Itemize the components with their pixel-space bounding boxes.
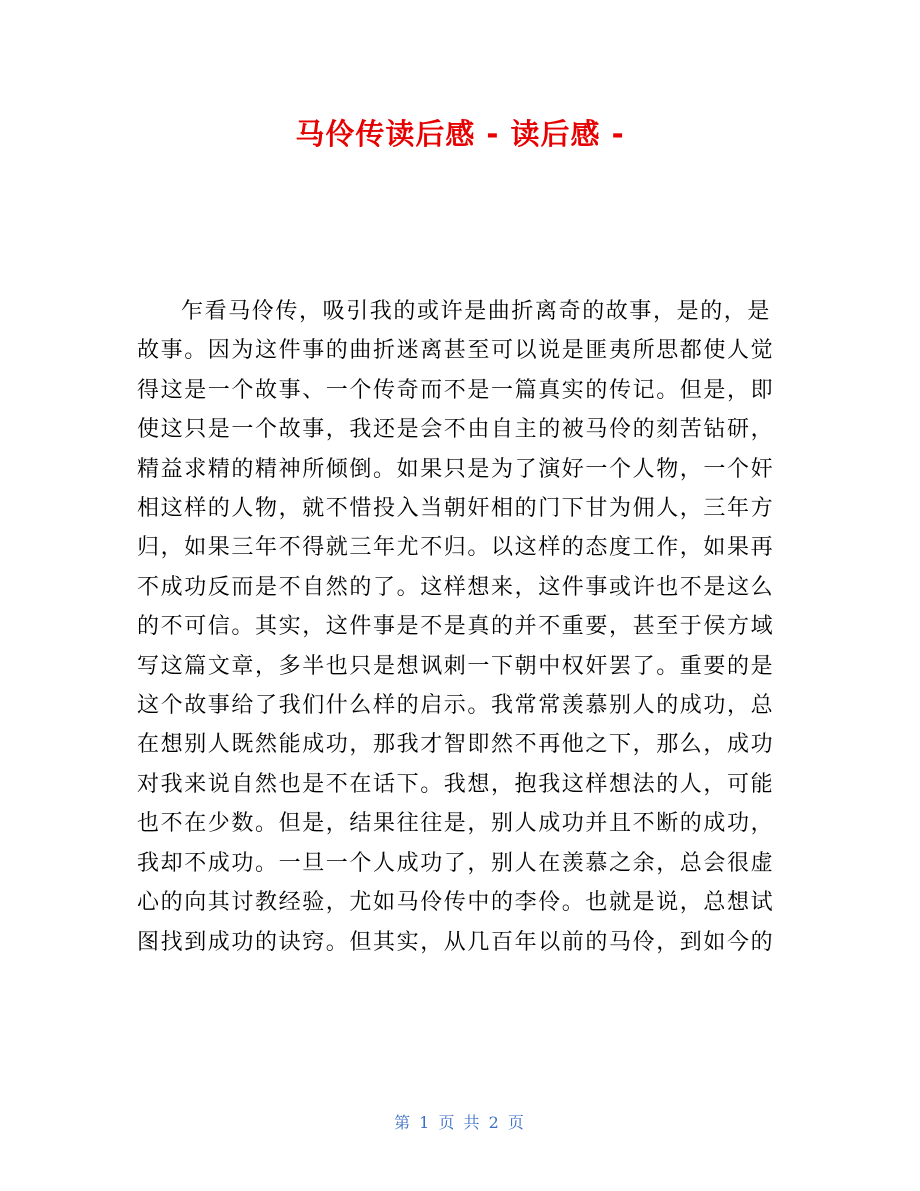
body-line: 故事。因为这件事的曲折迷离甚至可以说是匪夷所思都使人觉 bbox=[137, 338, 775, 364]
body-line: 在想别人既然能成功，那我才智即然不再他之下，那么，成功 bbox=[137, 732, 775, 758]
body-line: 图找到成功的诀窍。但其实，从几百年以前的马伶，到如今的 bbox=[137, 929, 775, 955]
body-line: 相这样的人物，就不惜投入当朝奸相的门下甘为佣人，三年方 bbox=[137, 496, 775, 522]
page-footer: 第 1 页 共 2 页 bbox=[394, 1113, 526, 1132]
body-line: 不成功反而是不自然的了。这样想来，这件事或许也不是这么 bbox=[137, 574, 775, 600]
document-body bbox=[137, 292, 787, 962]
body-line: 这个故事给了我们什么样的启示。我常常羡慕别人的成功，总 bbox=[137, 693, 775, 719]
body-line: 对我来说自然也是不在话下。我想，抱我这样想法的人，可能 bbox=[137, 771, 775, 797]
body-line: 使这只是一个故事，我还是会不由自主的被马伶的刻苦钻研， bbox=[137, 417, 775, 443]
body-line: 也不在少数。但是，结果往往是，别人成功并且不断的成功， bbox=[137, 811, 775, 837]
document-title: 马伶传读后感 - 读后感 - bbox=[295, 117, 625, 151]
body-line: 归，如果三年不得就三年尤不归。以这样的态度工作，如果再 bbox=[137, 535, 775, 561]
body-line: 的不可信。其实，这件事是不是真的并不重要，甚至于侯方域 bbox=[137, 614, 775, 640]
body-line: 乍看马伶传，吸引我的或许是曲折离奇的故事，是的，是 bbox=[181, 299, 772, 324]
body-line: 得这是一个故事、一个传奇而不是一篇真实的传记。但是，即 bbox=[137, 377, 775, 403]
body-line: 我却不成功。一旦一个人成功了，别人在羡慕之余，总会很虚 bbox=[137, 850, 775, 876]
body-line: 精益求精的精神所倾倒。如果只是为了演好一个人物，一个奸 bbox=[137, 456, 775, 482]
body-line: 写这篇文章，多半也只是想讽刺一下朝中权奸罢了。重要的是 bbox=[137, 653, 775, 679]
body-line: 心的向其讨教经验，尤如马伶传中的李伶。也就是说，总想试 bbox=[137, 890, 775, 916]
